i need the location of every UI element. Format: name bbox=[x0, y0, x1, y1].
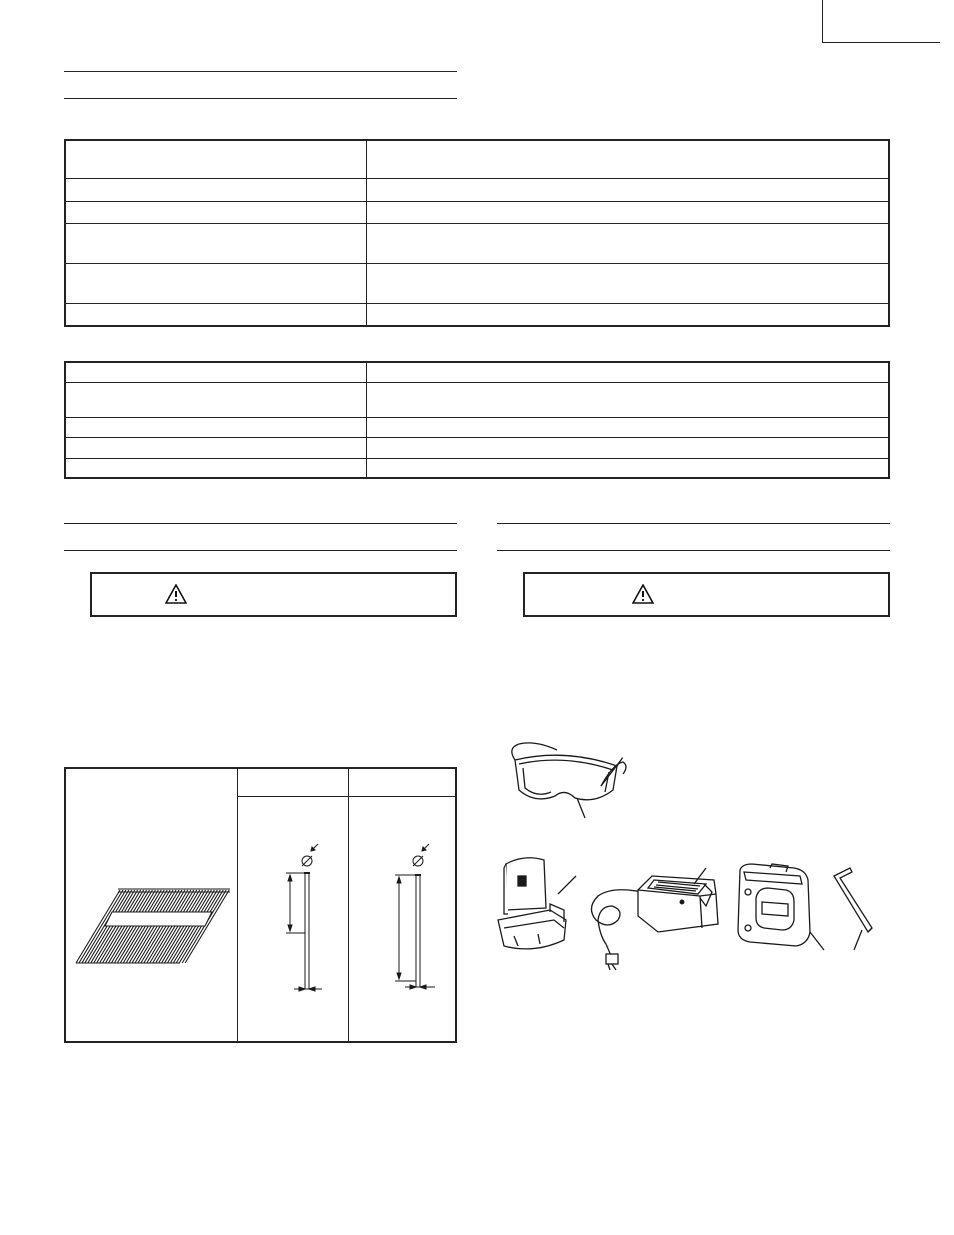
nail-strip-illustration bbox=[72, 879, 232, 969]
spec-label bbox=[65, 303, 367, 326]
spec-label bbox=[65, 382, 367, 417]
hex-wrench-illustration bbox=[832, 864, 882, 954]
nail-table-divider-2 bbox=[348, 769, 349, 1041]
warning-triangle-icon bbox=[165, 584, 187, 604]
spec-label bbox=[65, 140, 367, 178]
spec-value bbox=[367, 382, 890, 417]
spec-value bbox=[367, 417, 890, 437]
table-row bbox=[65, 437, 889, 458]
page-number-tab bbox=[822, 0, 940, 43]
section-specifications-rule-bottom bbox=[64, 98, 457, 99]
spec-value bbox=[367, 458, 890, 478]
spec-value bbox=[367, 303, 890, 326]
section-accessories-rule-top bbox=[497, 523, 890, 524]
nail-table-header-rule bbox=[237, 796, 455, 797]
warning-box-left bbox=[90, 572, 457, 617]
table-row bbox=[65, 201, 889, 223]
spec-label bbox=[65, 437, 367, 458]
table-row bbox=[65, 178, 889, 201]
spec-label bbox=[65, 223, 367, 263]
spec-label bbox=[65, 263, 367, 303]
table-row bbox=[65, 458, 889, 478]
battery-pack-illustration bbox=[494, 850, 584, 965]
spec-label bbox=[65, 201, 367, 223]
spec-value bbox=[367, 263, 890, 303]
warning-box-right bbox=[523, 572, 890, 617]
section-accessories-rule-bottom bbox=[497, 550, 890, 551]
safety-glasses-illustration bbox=[505, 738, 635, 823]
battery-charger-illustration bbox=[582, 862, 732, 972]
warning-triangle-icon bbox=[632, 584, 654, 604]
nail-detail-drawing-2 bbox=[379, 829, 449, 999]
table-row bbox=[65, 417, 889, 437]
table-row bbox=[65, 303, 889, 326]
spec-value bbox=[367, 223, 890, 263]
carrying-case-illustration bbox=[730, 858, 830, 958]
nail-table-divider-1 bbox=[237, 769, 238, 1041]
spec-value bbox=[367, 140, 890, 178]
spec-value bbox=[367, 201, 890, 223]
spec-label bbox=[65, 417, 367, 437]
nail-spec-table bbox=[64, 767, 457, 1043]
section-specifications-rule-top bbox=[64, 71, 457, 72]
spec-label bbox=[65, 458, 367, 478]
table-row bbox=[65, 223, 889, 263]
section-nails-rule-top bbox=[64, 523, 457, 524]
table-row bbox=[65, 382, 889, 417]
section-nails-rule-bottom bbox=[64, 550, 457, 551]
specifications-table bbox=[64, 139, 890, 327]
spec-label bbox=[65, 362, 367, 382]
battery-charger-table bbox=[64, 361, 890, 479]
spec-value bbox=[367, 178, 890, 201]
table-row bbox=[65, 362, 889, 382]
spec-value bbox=[367, 362, 890, 382]
spec-value bbox=[367, 437, 890, 458]
spec-label bbox=[65, 178, 367, 201]
table-row bbox=[65, 263, 889, 303]
table-row bbox=[65, 140, 889, 178]
nail-detail-drawing-1 bbox=[266, 829, 336, 999]
